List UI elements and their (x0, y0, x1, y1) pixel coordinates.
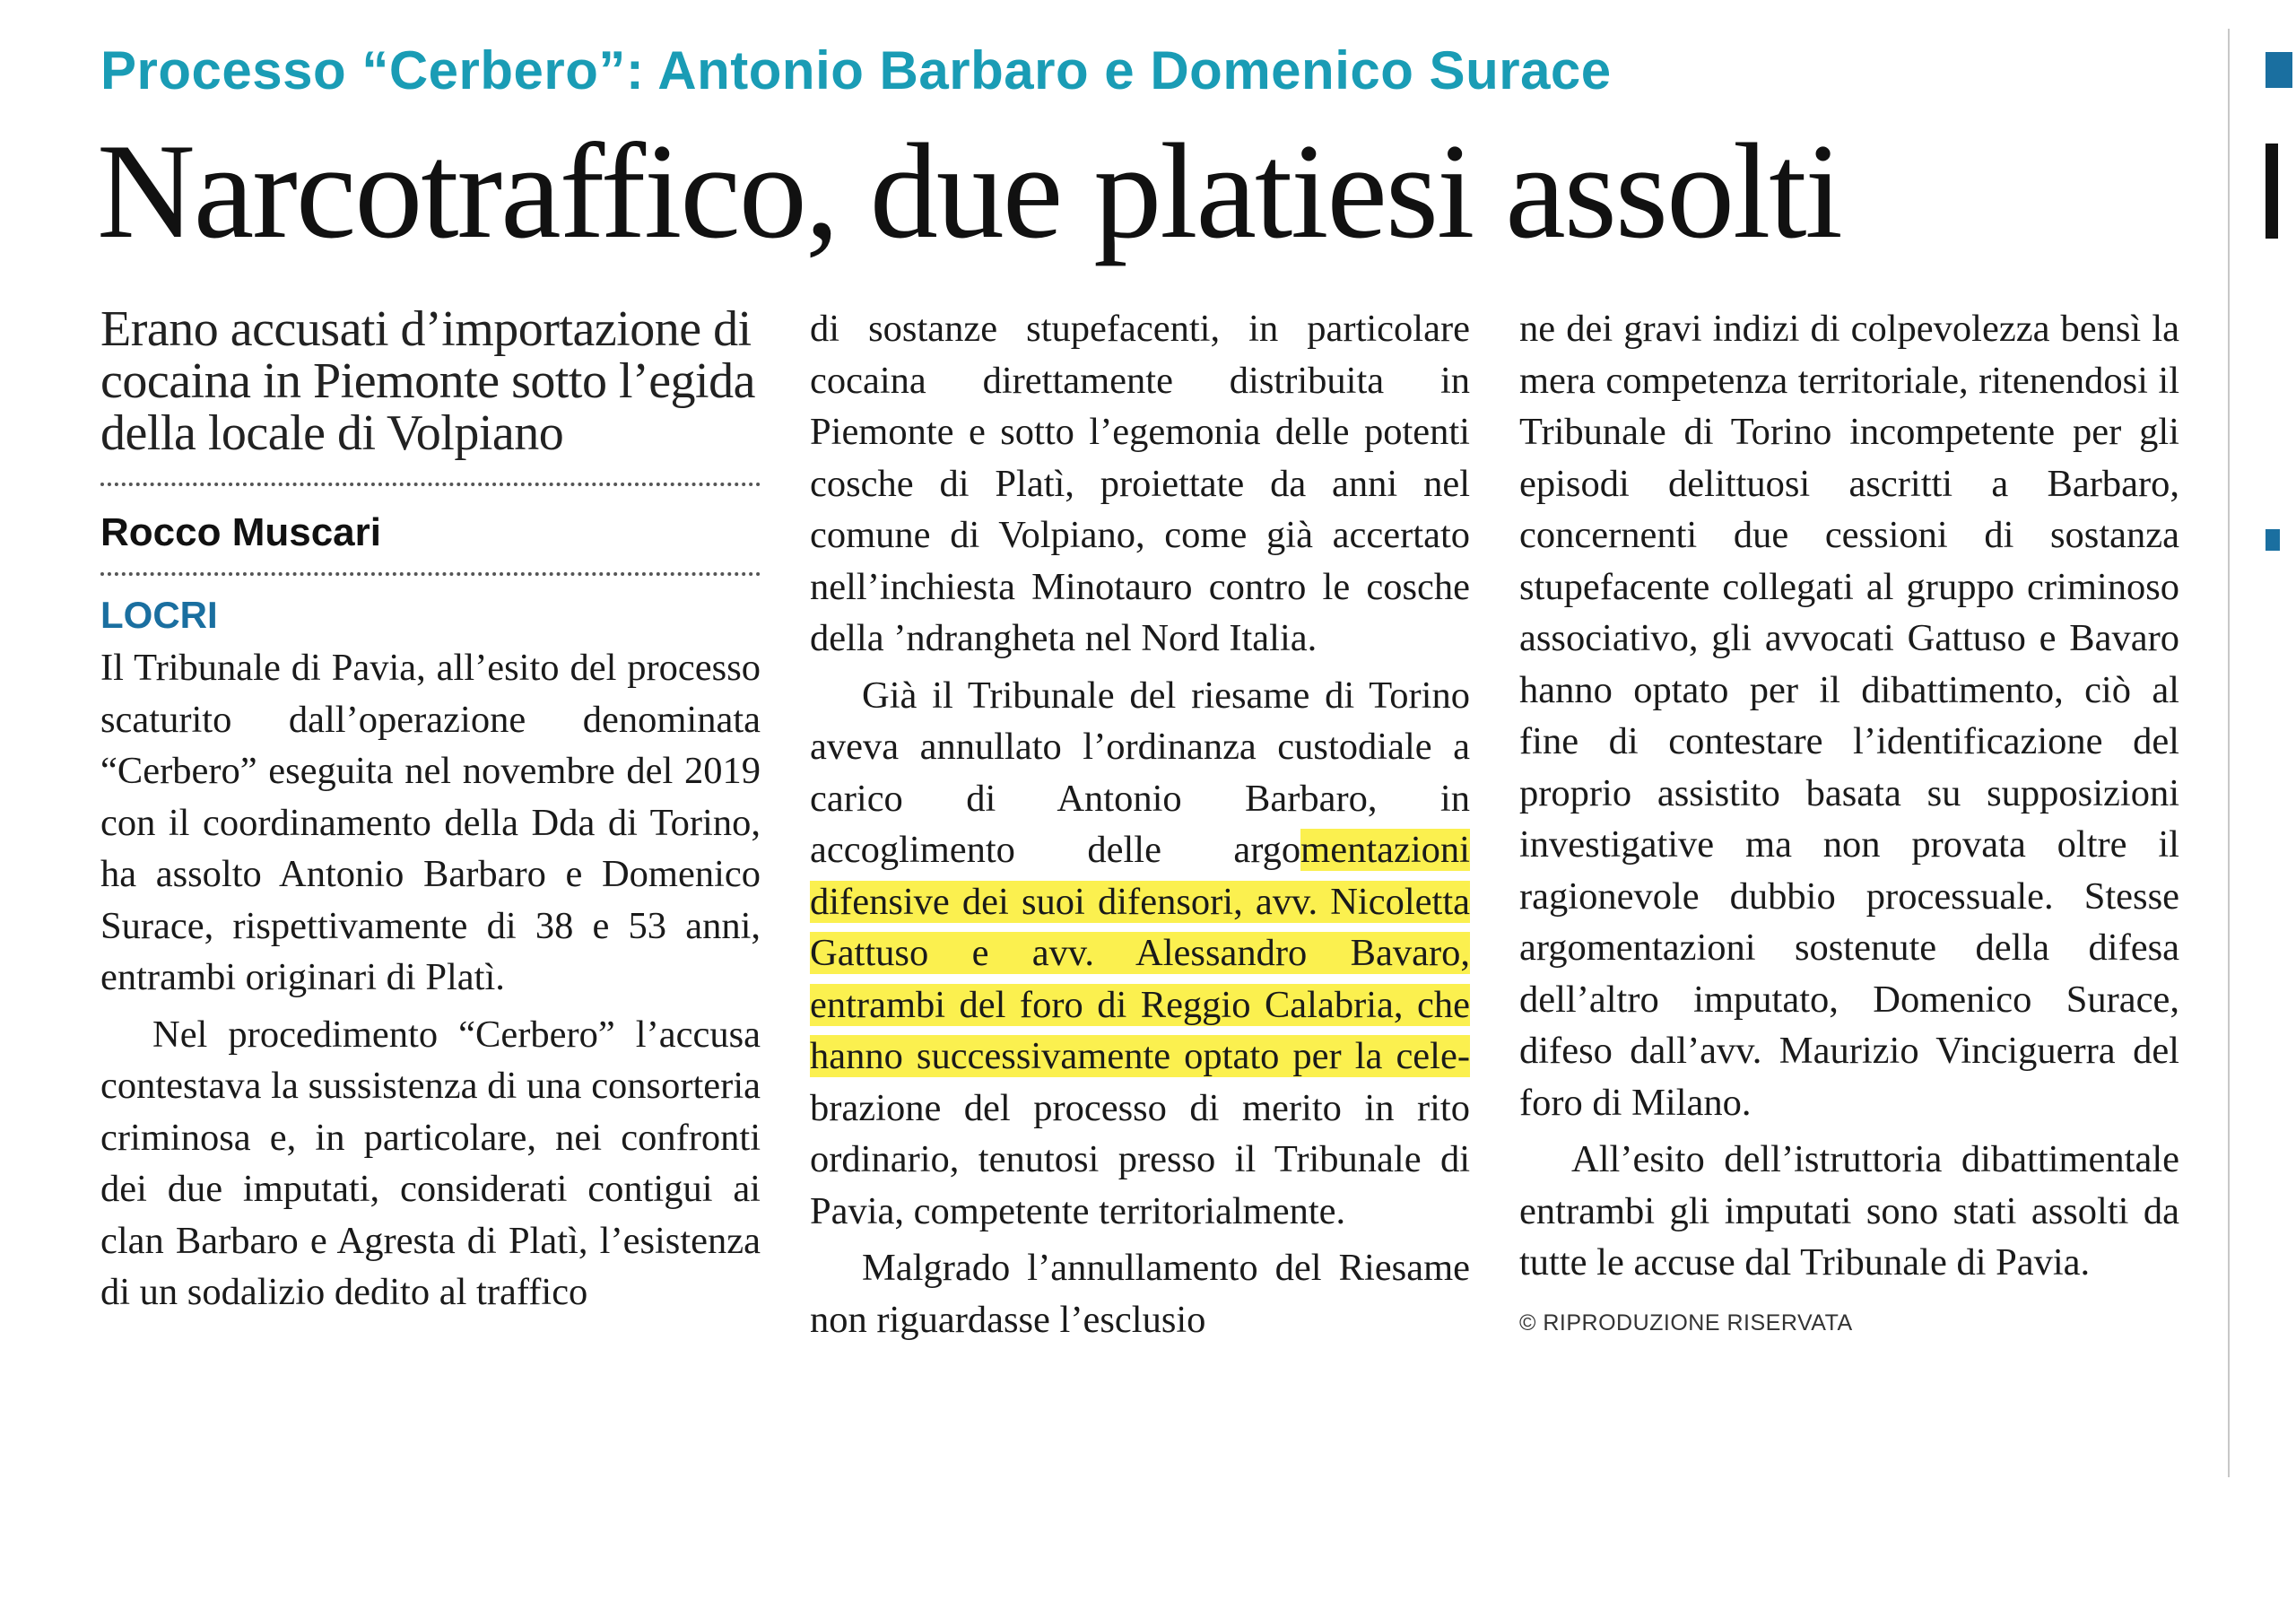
highlighted-passage: mentazioni difensive dei suoi difensori, avv. Nicoletta Gattuso e avv. Alessandro Bavaro, entrambi del foro di Reggio Calabria, che hanno successivamente optato per la cele (810, 829, 1470, 1077)
adjacent-text-fragment (2266, 529, 2280, 551)
dateline: LOCRI (100, 594, 218, 636)
adjacent-article-fragment (2260, 0, 2296, 1601)
paragraph: Nel procedimento “Cerbero” l’accusa contestava la sussistenza di una consorteria criminosa e, in particolare, nei confronti dei due imputati, considerati contigui ai clan Barbaro e Agresta di Platì, l’esistenza di un sodalizio dedito al traffico (100, 1013, 761, 1313)
paragraph-text: brazione del processo di merito in rito ordinario, tenutosi presso il Tribunale di Pavia, competente territorialmente. (810, 1086, 1470, 1232)
article-column-2 (810, 303, 1470, 1345)
paragraph: All’esito dell’istruttoria dibattimentale entrambi gli imputati sono stati assolti da tutte le accuse dal Tribunale di Pavia. (1519, 1138, 2179, 1283)
article-headline: Narcotraffico, due platiesi assolti (97, 116, 1841, 266)
paragraph-text: Già il Tribunale del riesame di Torino aveva annullato l’ordinanza custodiale a carico di Antonio Barbaro, in accoglimento delle argo (810, 674, 1470, 871)
paragraph: Il Tribunale di Pavia, all’esito del processo scaturito dall’operazione denominata “Cerbero” eseguita nel novembre del 2019 con il coordinamento della Dda di Torino, ha assolto Antonio Barbaro e Domenico Surace, rispettivamente di 38 e 53 anni, entrambi originari di Platì. (100, 647, 761, 998)
paragraph: di sostanze stupefacenti, in particolare cocaina direttamente distribuita in Piemonte e sotto l’egemonia delle potenti cosche di Platì, proiettate da anni nel comune di Volpiano, come già accertato nell’inchiesta Minotauro contro le cosche della ’ndrangheta nel Nord Italia. (810, 308, 1470, 659)
article-column-3 (1519, 303, 2179, 1341)
paragraph (810, 670, 1470, 1238)
adjacent-kicker-fragment (2266, 52, 2292, 88)
paragraph: ne dei gravi indizi di colpevolezza bensì la mera competenza territoriale, ritenendosi il Tribunale di Torino incompetente per gli episodi delittuosi ascritti a Barbaro, concernenti due cessioni di sostanza stupefacente collegati al gruppo criminoso associativo, gli avvocati Gattuso e Bavaro hanno optato per il dibattimento, ciò al fine di contestare l’identificazione del proprio assistito basata su supposizioni investigative ma non provata oltre il ragionevole dubbio processuale. Stesse argomentazioni sostenute della difesa dell’altro imputato, Domenico Surace, difeso dall’avv. Maurizio Vinciguerra del foro di Milano. (1519, 308, 2179, 1124)
article-deck: Erano accusati d’importazione di cocaina in Piemonte sotto l’egida della locale di Volpiano (100, 301, 755, 461)
article-column-1 (100, 303, 761, 1318)
divider (100, 483, 761, 486)
article-kicker: Processo “Cerbero”: Antonio Barbaro e Domenico Surace (100, 40, 1612, 100)
adjacent-headline-fragment (2266, 144, 2278, 239)
divider (100, 572, 761, 576)
author-byline: Rocco Muscari (100, 510, 381, 554)
copyright-notice: © RIPRODUZIONE RISERVATA (1519, 1310, 1853, 1336)
column-divider (2228, 29, 2230, 1477)
paragraph: Malgrado l’annullamento del Riesame non riguardasse l’esclusio (810, 1247, 1470, 1341)
